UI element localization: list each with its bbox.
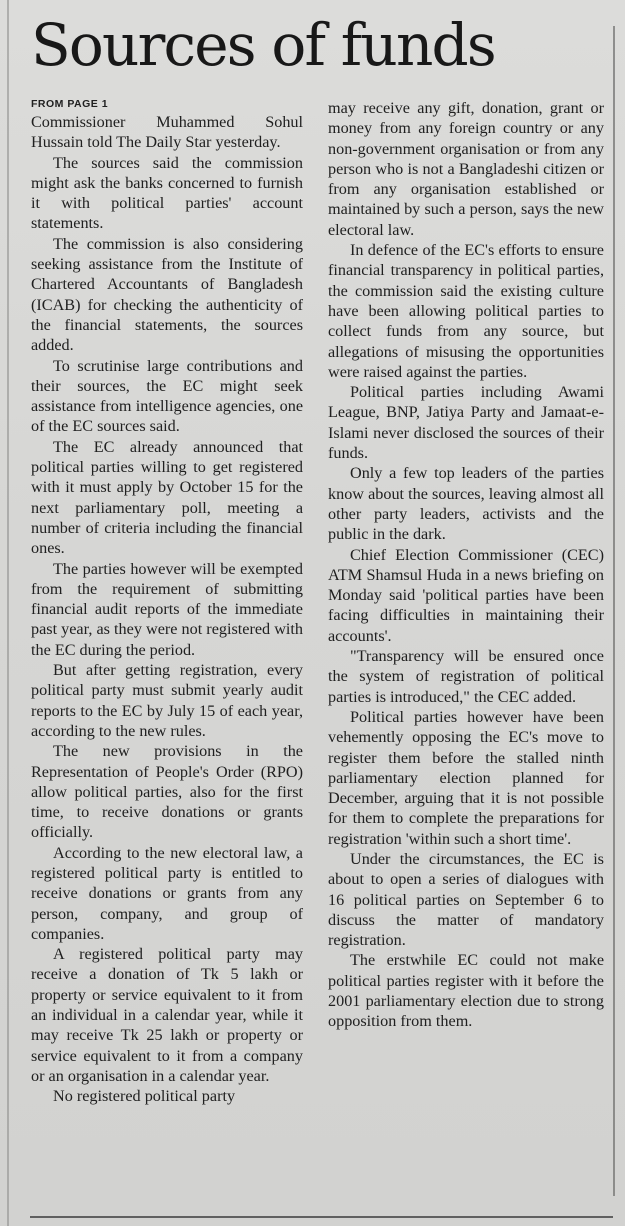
paragraph: According to the new electoral law, a registered political party is entitled to receive donations or grants from any person, company, and group of companies. — [31, 843, 303, 943]
headline: Sources of funds — [31, 11, 495, 79]
paragraph: Political parties however have been vehemently opposing the EC's move to register them before the stalled ninth parliamentary election planned for December, arguing that it is not possible for them to complete the preparations for registration 'within such a short time'. — [328, 707, 604, 848]
paragraph: The sources said the commission might ask the banks concerned to furnish it with political parties' account statements. — [31, 153, 303, 233]
paragraph: A registered political party may receive a donation of Tk 5 lakh or property or service equivalent to it from an individual in a calendar year, while it may receive Tk 25 lakh or property or service equivalent to it from a company or an organisation in a calendar year. — [31, 945, 303, 1085]
paragraph: Only a few top leaders of the parties know about the sources, leaving almost all other party leaders, activists and the public in the dark. — [328, 464, 604, 544]
paragraph: To scrutinise large contributions and their sources, the EC might seek assistance from intelligence agencies, one of the EC sources said. — [31, 356, 303, 436]
paragraph: The new provisions in the Representation of People's Order (RPO) allow political parties, also for the first time, to receive donations or grants officially. — [31, 742, 303, 842]
paragraph: The erstwhile EC could not make political parties register with it before the 2001 parliamentary election due to strong opposition from them. — [328, 951, 604, 1031]
column-right-rule — [613, 26, 615, 1196]
paragraph: The parties however will be exempted from the requirement of submitting financial audit reports of the immediate past year, as they were not registered with the EC during the period. — [31, 559, 303, 659]
left-edge-rule — [7, 0, 9, 1226]
paragraph: The commission is also considering seeking assistance from the Institute of Chartered Accountants of Bangladesh (ICAB) for checking the authenticity of the financial statements, the sources added. — [31, 234, 303, 355]
paragraph: The EC already announced that political parties willing to get registered with it must apply by October 15 for the next parliamentary poll, meeting a number of criteria including the financial ones. — [31, 437, 303, 558]
article-column-right — [328, 98, 604, 1032]
paragraph: may receive any gift, donation, grant or money from any foreign country or any non-government organisation or from any person who is not a Bangladeshi citizen or from any organisation established or maintained by such a person, says the new electoral law. — [328, 99, 604, 239]
paragraph: But after getting registration, every political party must submit yearly audit reports to the EC by July 15 of each year, according to the new rules. — [31, 661, 303, 740]
paragraph: Commissioner Muhammed Sohul Hussain told The Daily Star yesterday. — [31, 113, 303, 152]
paragraph: Under the circumstances, the EC is about to open a series of dialogues with 16 political parties on September 6 to discuss the matter of mandatory registration. — [328, 849, 604, 950]
paragraph: Political parties including Awami League, BNP, Jatiya Party and Jamaat-e-Islami never disclosed the sources of their funds. — [328, 383, 604, 463]
bottom-rule — [30, 1216, 613, 1218]
paragraph: "Transparency will be ensured once the system of registration of political parties is introduced," the CEC added. — [328, 647, 604, 706]
paragraph: No registered political party — [53, 1087, 236, 1106]
kicker: FROM PAGE 1 — [31, 98, 109, 110]
paragraph: Chief Election Commissioner (CEC) ATM Shamsul Huda in a news briefing on Monday said 'political parties have been facing difficulties in maintaining their accounts'. — [328, 545, 604, 645]
paragraph: In defence of the EC's efforts to ensure financial transparency in political parties, the commission said the existing culture have been allowing political parties to collect funds from any source, but allegations of misusing the opportunities were raised against the parties. — [328, 241, 604, 381]
article-column-left — [31, 98, 303, 1107]
